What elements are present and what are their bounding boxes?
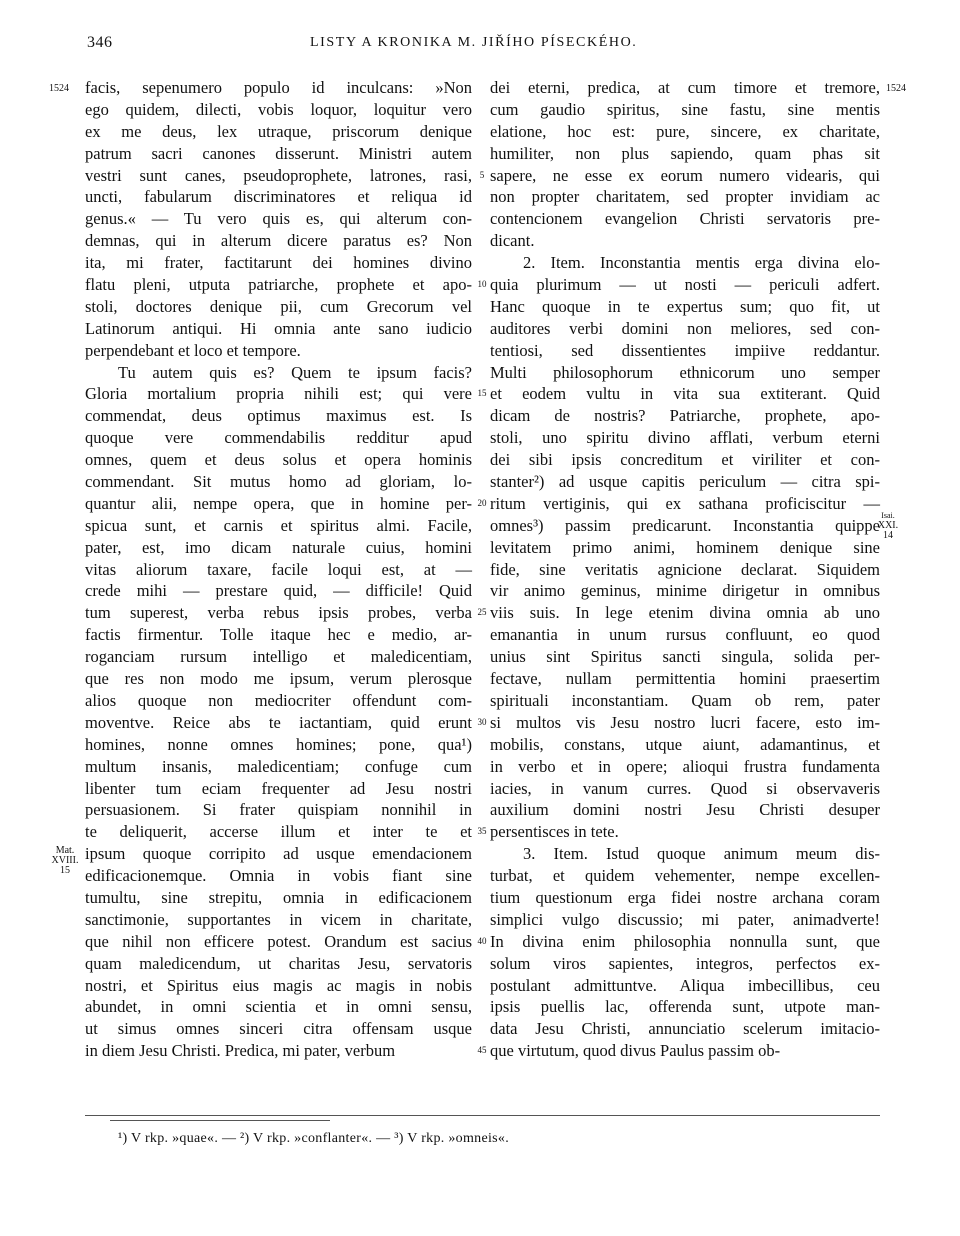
line-number xyxy=(474,362,490,384)
right-text-line: 3. Item. Istud quoque animum meum dis- xyxy=(523,844,880,864)
left-text-line: nostri, et Spiritus eius magis ac magis in nobis xyxy=(85,975,472,995)
right-text-line: levitatem primo animi, hominem denique sine xyxy=(490,537,880,557)
line-number: 5 xyxy=(479,169,485,180)
margin-reference-line: 15 xyxy=(60,865,70,876)
left-text-line: alios quoque non mediocriter offendunt com- xyxy=(85,690,472,710)
left-text-line: vitas aliorum taxare, facile loqui est, at — xyxy=(85,559,472,579)
right-text-line: 2. Item. Inconstantia mentis erga divina elo- xyxy=(523,253,880,273)
line-number xyxy=(474,843,490,865)
right-text-line: data Jesu Christi, annunciatio scelerum imitacio- xyxy=(490,1019,880,1039)
line-number: 15 xyxy=(477,388,487,399)
line-number xyxy=(474,559,490,581)
left-text-line: ego quidem, dilecti, vobis loquor, loquitur vero xyxy=(85,99,472,119)
line-number-gutter xyxy=(474,77,490,1062)
line-number: 45 xyxy=(477,1045,487,1056)
left-text-line: ipsum quoque corripito ad usque emendacionem xyxy=(85,844,472,864)
line-number xyxy=(474,580,490,602)
right-text-line: ipsis puellis lac, offerenda sunt, utpote man- xyxy=(490,997,880,1017)
line-number xyxy=(474,996,490,1018)
line-number: 35 xyxy=(477,826,487,837)
right-text-line: dei sibi ipsis concreditum et viriliter et con- xyxy=(490,450,880,470)
line-number xyxy=(474,865,490,887)
line-number xyxy=(474,77,490,99)
left-text-line: commendat, deus optimus maximus est. Is xyxy=(85,406,472,426)
left-text-line: quantur alii, nempe opera, que in homine per- xyxy=(85,493,472,513)
right-text-line: Hanc quoque in te expertus sum; quo fit, ut xyxy=(490,296,880,316)
left-text-line: omnes, quem et deus solus et opera hominis xyxy=(85,450,472,470)
left-text-line: homines, nonne omnes homines; pone, qua¹) xyxy=(85,734,472,754)
left-text-line: persuasionem. Si frater quispiam nonnihil in xyxy=(85,800,472,820)
right-text-line: tium questionum erga fidei nostre archana coram xyxy=(490,887,880,907)
line-number xyxy=(474,121,490,143)
line-number xyxy=(474,624,490,646)
right-text-line: emanantia in unum rursus confluunt, eo quod xyxy=(490,625,880,645)
right-text-line: fide, sine veritatis agnicione declarat. Siquidem xyxy=(490,559,880,579)
line-number: 30 xyxy=(477,716,487,727)
line-number xyxy=(474,799,490,821)
left-text-line: patrum sacri canones disserunt. Ministri autem xyxy=(85,143,472,163)
right-text-line: viis suis. In lege etenim divina omnia ab uno xyxy=(490,603,880,623)
right-text-line: mobilis, constans, utque aiunt, adamantinus, et xyxy=(490,734,880,754)
left-text-line: multum insanis, maledicentiam; confuge cum xyxy=(85,756,472,776)
right-text-line: tentiosi, sed dissentientes impiive reddantur. xyxy=(490,340,880,360)
left-text-line: stoli, doctores denique pii, cum Grecorum vel xyxy=(85,296,472,316)
right-text-line: postulant admittuntve. Aliqua imbecillibus, ceu xyxy=(490,975,880,995)
footnote-divider xyxy=(85,1115,880,1116)
line-number xyxy=(474,427,490,449)
right-text-line: stoli, uno spiritu divino afflati, verbum eterni xyxy=(490,428,880,448)
right-text-line: vir animo geminus, minime dirigetur in omnibus xyxy=(490,581,880,601)
line-number xyxy=(474,909,490,931)
left-text-line: tum superest, verba rebus ipsis probes, verba xyxy=(85,603,472,623)
right-text-line: dicam de nostris? Patriarche, prophete, apo- xyxy=(490,406,880,426)
left-text-line: commendant. Sit mutus homo ad gloriam, lo- xyxy=(85,472,472,492)
margin-year-right: 1524 xyxy=(886,83,906,94)
right-text-line: dicant. xyxy=(490,231,535,251)
right-text-line: persentisces in tete. xyxy=(490,822,619,842)
left-text-line: flatu pleni, utputa patriarche, prophete et apo- xyxy=(85,275,472,295)
right-text-line: in verbo et in opere; alioqui frustra fundamenta xyxy=(490,756,880,776)
left-text-line: pater, est, imo dicam naturale cuius, homini xyxy=(85,537,472,557)
right-text-line: sapere, ne esse ex eorum numero videaris, qui xyxy=(490,165,880,185)
left-text-line: tumultu, sine strepitu, omnia in edificacionem xyxy=(85,887,472,907)
line-number xyxy=(474,471,490,493)
margin-reference-line: XVIII. xyxy=(51,855,79,866)
line-number: 40 xyxy=(477,935,487,946)
right-text-line: solum viros sapientes, integros, perfectos ex- xyxy=(490,953,880,973)
line-number xyxy=(474,405,490,427)
line-number xyxy=(474,734,490,756)
left-text-line: vestri sunt canes, pseudoprophete, latrones, rasi, xyxy=(85,165,472,185)
right-text-line: et eodem vultu in vita sua extiterant. Quid xyxy=(490,384,880,404)
line-number xyxy=(474,143,490,165)
line-number xyxy=(474,515,490,537)
right-text-line: spirituali inconstantiam. Quam ob rem, pater xyxy=(490,690,880,710)
left-text-line: facis, sepenumero populo id inculcans: »Non xyxy=(85,78,472,97)
left-text-line: crede mihi — prestare quid, — difficile! Quid xyxy=(85,581,472,601)
left-text-line: sanctimonie, supportantes in vicem in charitate, xyxy=(85,909,472,929)
footnote-divider-short xyxy=(110,1120,330,1121)
line-number xyxy=(474,668,490,690)
line-number: 20 xyxy=(477,497,487,508)
line-number xyxy=(474,230,490,252)
line-number xyxy=(474,646,490,668)
left-text-line: genus.« — Tu vero quis es, qui alterum con- xyxy=(85,209,472,229)
right-text-line: ritum vertiginis, qui ex sathana proficiscitur — xyxy=(490,493,880,513)
left-text-line: perpendebant et loco et tempore. xyxy=(85,340,301,360)
right-text-line: In divina enim philosophia nonnulla sunt, que xyxy=(490,931,880,951)
footnotes: ¹) V rkp. »quae«. — ²) V rkp. »conflanter«. — ³) V rkp. »omneis«. xyxy=(118,1131,509,1146)
line-number xyxy=(474,778,490,800)
margin-reference-line: Isai. xyxy=(881,511,895,520)
right-text-line: Multi philosophorum ethnicorum uno semper xyxy=(490,362,880,382)
left-text-line: spicua sunt, et carnis et spiritus almi. Facile, xyxy=(85,515,472,535)
running-title: LISTY A KRONIKA M. JIŘÍHO PÍSECKÉHO. xyxy=(310,35,638,50)
line-number: 25 xyxy=(477,607,487,618)
line-number xyxy=(474,186,490,208)
line-number xyxy=(474,975,490,997)
line-number: 10 xyxy=(477,279,487,290)
line-number xyxy=(474,537,490,559)
right-text-line: non propter charitatem, sed propter invidiam ac xyxy=(490,187,880,207)
right-text-line: omnes³) passim predicarunt. Inconstantia quippe xyxy=(490,515,880,535)
right-text-line: auxilium domini nostri Jesu Christi desuper xyxy=(490,800,880,820)
line-number xyxy=(474,99,490,121)
left-text-line: ut simus omnes sinceri citra offensam usque xyxy=(85,1019,472,1039)
line-number xyxy=(474,208,490,230)
line-number xyxy=(474,449,490,471)
line-number xyxy=(474,252,490,274)
line-number xyxy=(474,340,490,362)
right-text-line: turbat, et quidem vehementer, nempe excellen- xyxy=(490,866,880,886)
left-text-line: te deliquerit, accerse illum et inter te et xyxy=(85,822,472,842)
left-text-line: quam maledicendum, ut charitas Jesu, servatoris xyxy=(85,953,472,973)
right-text-line: fectave, nullam permittentia homini praesertim xyxy=(490,669,880,689)
left-text-line: moventve. Reice abs te iactantiam, quid erunt xyxy=(85,712,472,732)
right-text-line: auditores verbi domini non meliores, sed con- xyxy=(490,318,880,338)
right-text-line: quia plurimum — ut nosti — periculi adfert. xyxy=(490,275,880,295)
line-number xyxy=(474,1018,490,1040)
right-text-column xyxy=(490,77,880,1062)
line-number xyxy=(474,756,490,778)
right-text-line: contencionem evangelion Christi servatoris pre- xyxy=(490,209,880,229)
margin-year-left: 1524 xyxy=(49,83,69,94)
right-text-line: simplici vulgo discussio; mi pater, animadverte! xyxy=(490,909,880,929)
margin-reference-matthew xyxy=(50,846,80,876)
left-text-line: quoque vere commendabilis redditur apud xyxy=(85,428,472,448)
right-text-line: iacies, in vanum curres. Quod si observaveris xyxy=(490,778,880,798)
right-text-line: elatione, hoc est: pure, sincere, ex charitate, xyxy=(490,121,880,141)
left-text-column xyxy=(85,77,472,1062)
right-text-line: humiliter, non plus sapiendo, quam phas sit xyxy=(490,143,880,163)
left-text-line: ita, mi frater, factitarunt dei homines divino xyxy=(85,253,472,273)
left-text-line: edificacionemque. Omnia in vobis fiant sine xyxy=(85,866,472,886)
line-number xyxy=(474,690,490,712)
left-text-line: uncti, fabularum discriminatores et reliqua id xyxy=(85,187,472,207)
right-text-line: dei eterni, predica, at cum timore et tremore, xyxy=(490,78,880,97)
left-text-line: ex me deus, lex utraque, priscorum denique xyxy=(85,121,472,141)
margin-reference-line: XXI. 14 xyxy=(877,520,899,541)
line-number xyxy=(474,953,490,975)
left-text-line: Tu autem quis es? Quem te ipsum facis? xyxy=(118,362,472,382)
left-text-line: roganciam rursum intelligo et maledicentiam, xyxy=(85,647,472,667)
line-number xyxy=(474,318,490,340)
left-text-line: Gloria mortalium propria nihili est; qui vere xyxy=(85,384,472,404)
left-text-line: que nihil non efficere potest. Orandum est sacius xyxy=(85,931,472,951)
left-text-line: demnas, qui in alterum dicere paratus es? Non xyxy=(85,231,472,251)
left-text-line: in diem Jesu Christi. Predica, mi pater, verbum xyxy=(85,1041,396,1061)
right-text-line: cum gaudio spiritus, sine fastu, sine mentis xyxy=(490,99,880,119)
left-text-line: Latinorum antiqui. Hi omnia ante sano iudicio xyxy=(85,318,472,338)
right-text-line: unius sint Spiritus sancti singula, solida per- xyxy=(490,647,880,667)
page-number: 346 xyxy=(87,34,113,51)
margin-reference-line: Mat. xyxy=(55,845,75,856)
left-text-line: factis firmentur. Tolle itaque hec e medio, ar- xyxy=(85,625,472,645)
right-text-line: stanter²) ad usque capitis periculum — citra spi- xyxy=(490,472,880,492)
line-number xyxy=(474,296,490,318)
page-header xyxy=(0,34,960,58)
left-text-line: libenter tum eciam frequenter ad Jesu nostri xyxy=(85,778,472,798)
right-text-line: que virtutum, quod divus Paulus passim ob- xyxy=(490,1041,781,1061)
left-text-line: que res non modo me ipsum, verum plerosque xyxy=(85,669,472,689)
line-number xyxy=(474,887,490,909)
left-text-line: abundet, in omni scientia et in omni sensu, xyxy=(85,997,472,1017)
right-text-line: si multos vis Jesu nostro lucri facere, esto im- xyxy=(490,712,880,732)
